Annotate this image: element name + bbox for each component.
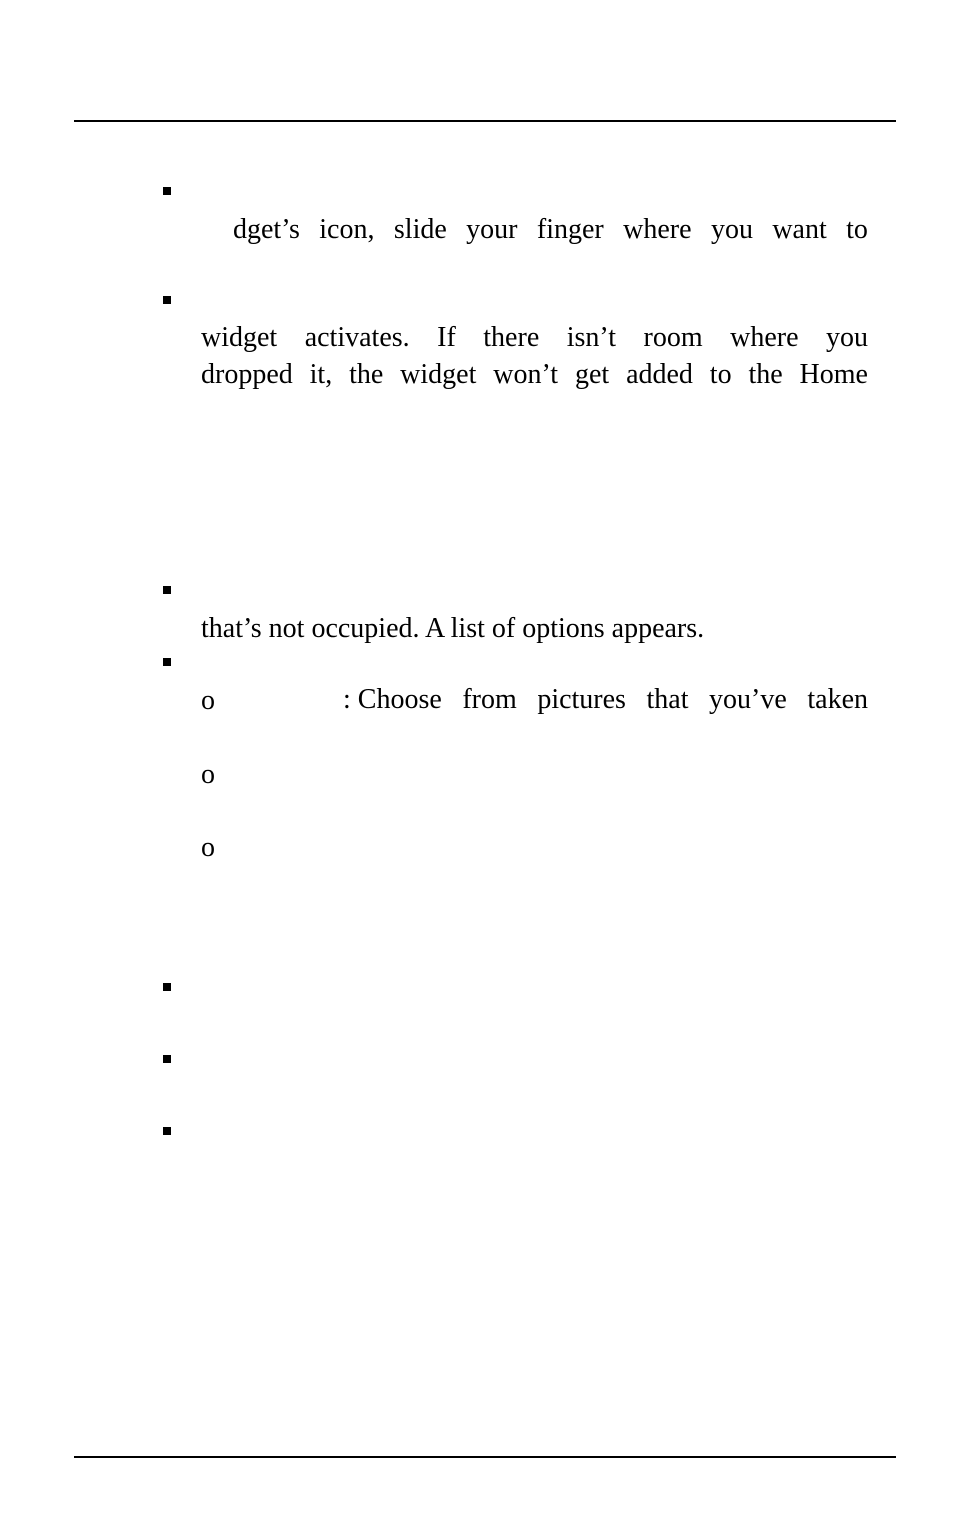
bullet-marker <box>163 296 171 304</box>
bullet-marker <box>163 586 171 594</box>
text-line-3: dropped it, the widget won’t get added to the Home <box>201 359 868 390</box>
bullet-marker <box>163 983 171 991</box>
sub-bullet-marker: o <box>201 759 215 790</box>
sub-bullet-marker: o <box>201 685 215 716</box>
bullet-marker <box>163 187 171 195</box>
text-line-2: widget activates. If there isn’t room where you <box>201 322 868 353</box>
sub-bullet-marker: o <box>201 832 215 863</box>
header-rule <box>74 120 896 122</box>
text-line-4: that’s not occupied. A list of options appears. <box>201 613 705 644</box>
text-line-5: : Choose from pictures that you’ve taken <box>343 684 868 715</box>
text-line-1: dget’s icon, slide your finger where you want to <box>233 214 868 245</box>
bullet-marker <box>163 1127 171 1135</box>
footer-rule <box>74 1456 896 1458</box>
bullet-marker <box>163 658 171 666</box>
bullet-marker <box>163 1055 171 1063</box>
